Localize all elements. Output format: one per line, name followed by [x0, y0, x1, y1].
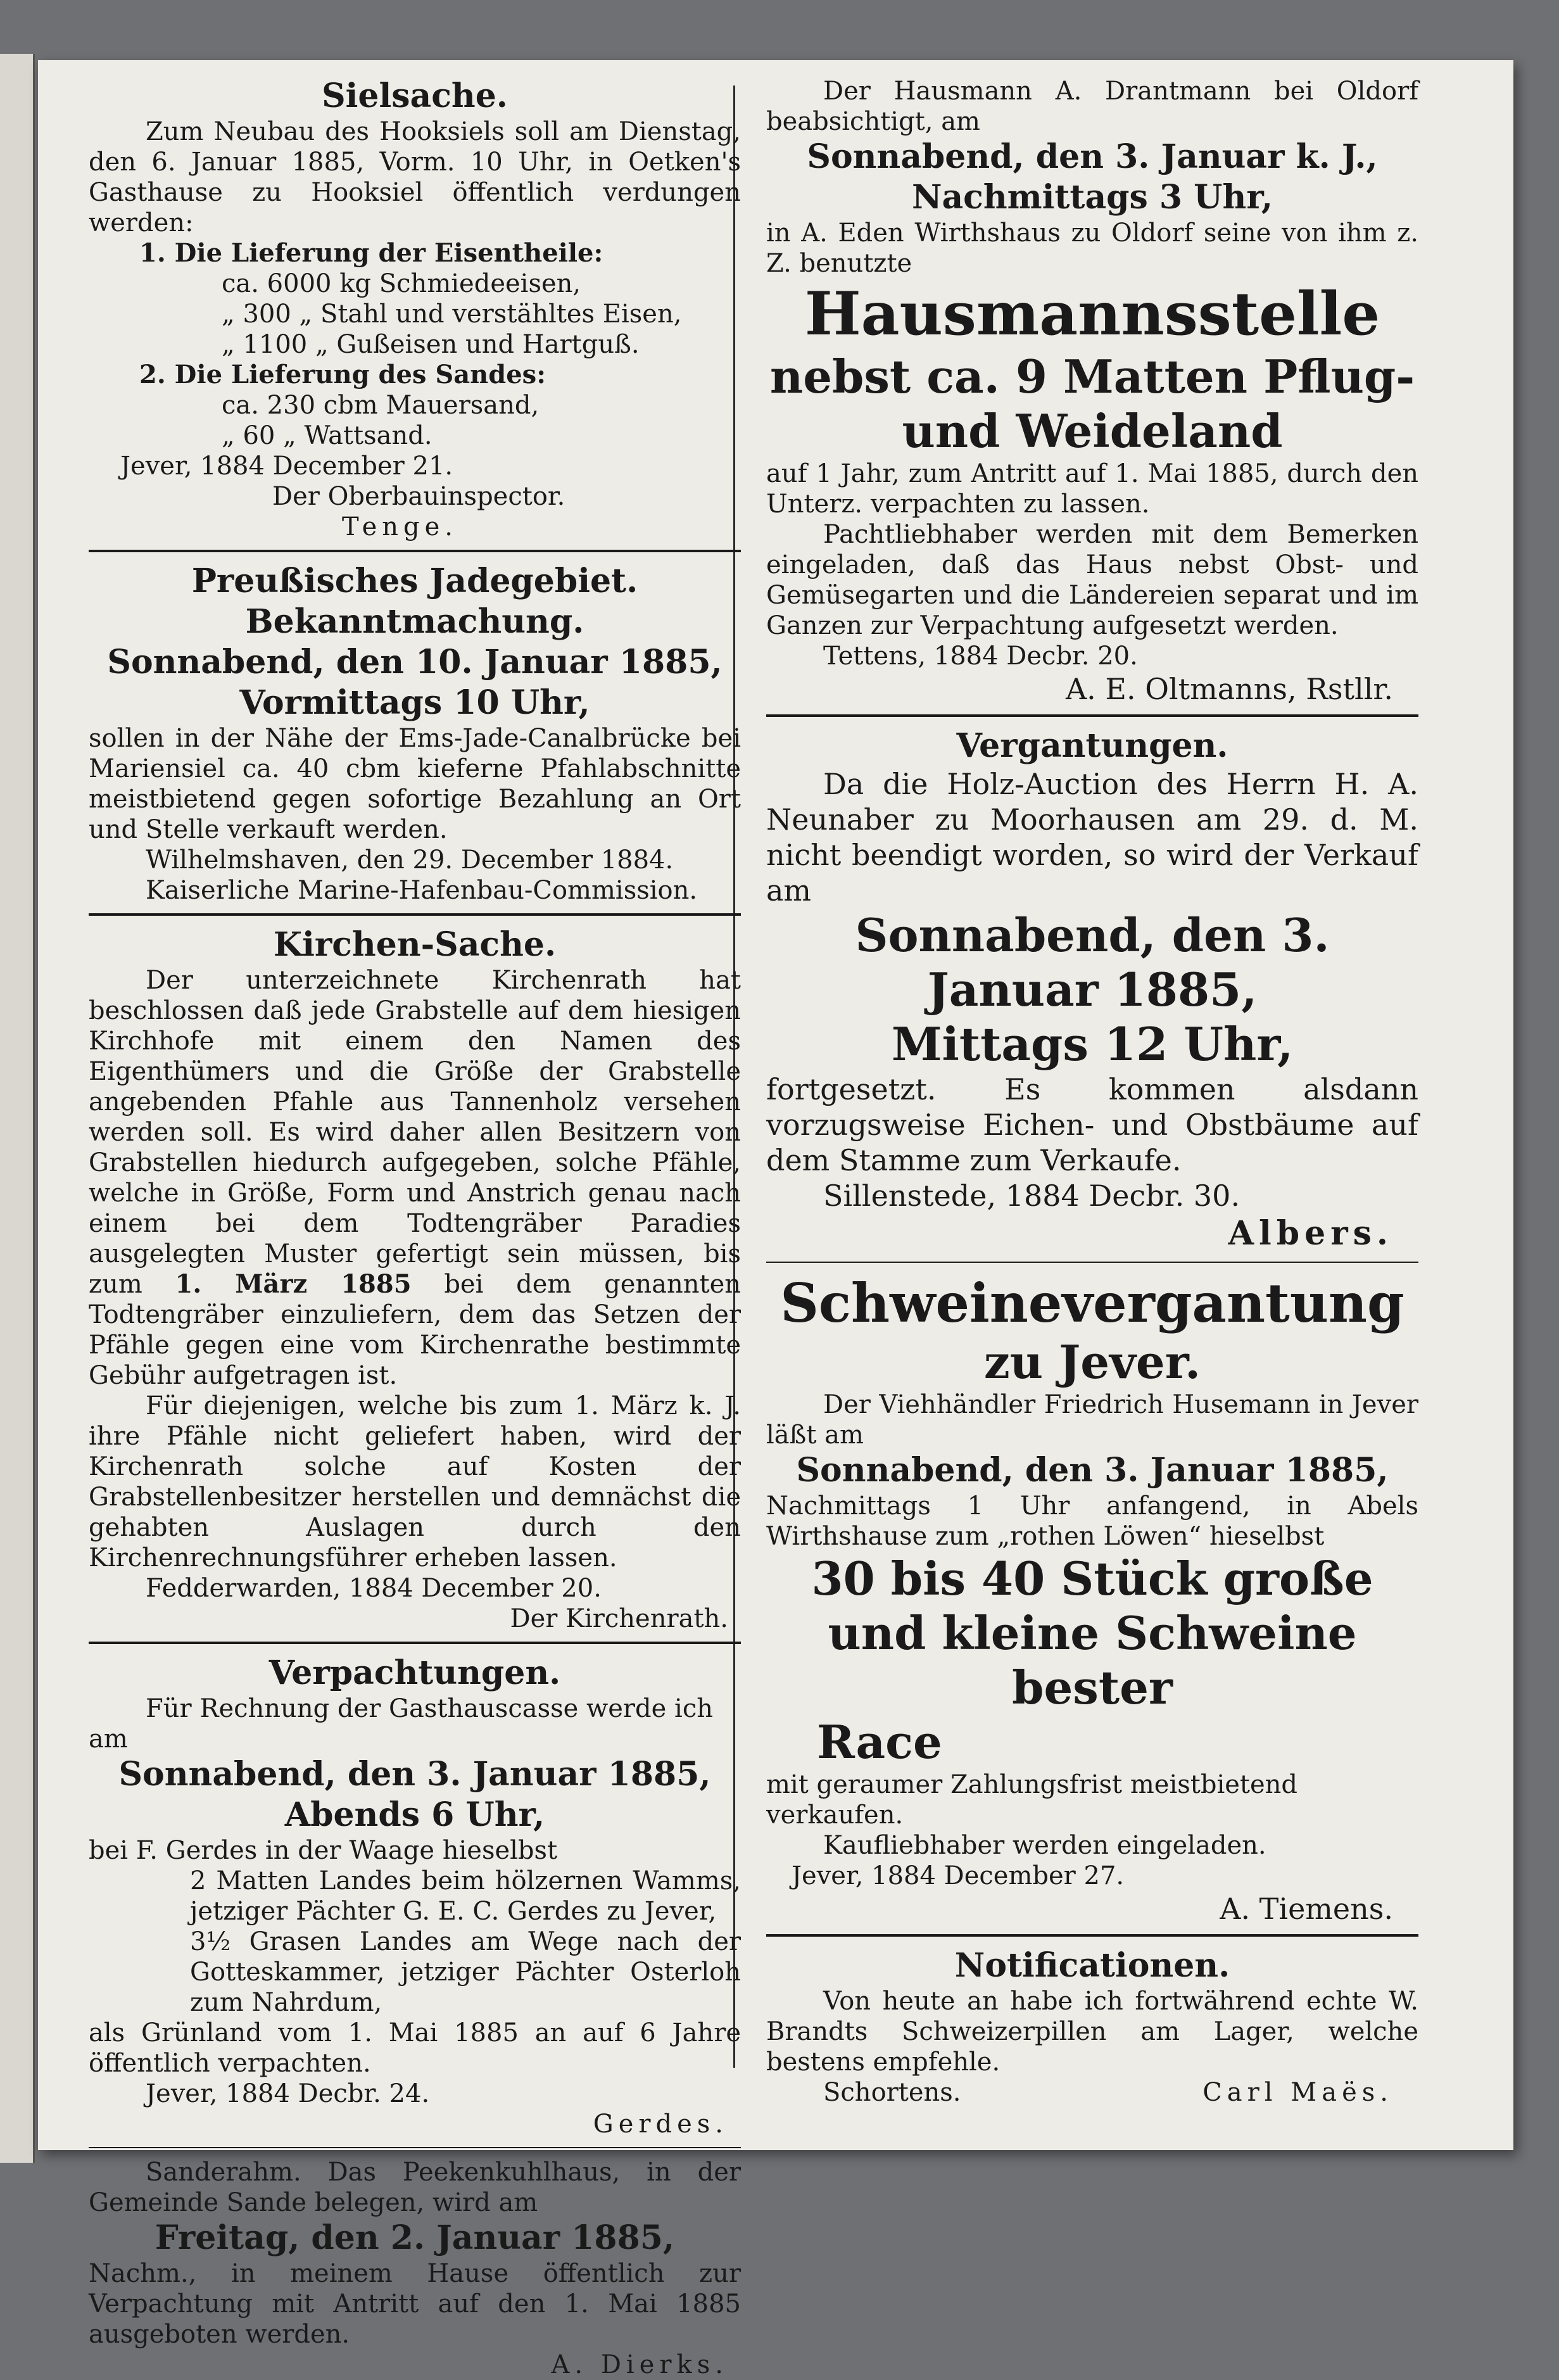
headline: Schweinevergantung: [780, 1272, 1404, 1334]
list-item: ca. 6000 kg Schmiedeeisen,: [222, 269, 581, 298]
section-separator: [766, 714, 1418, 717]
event-place: bei F. Gerdes in der Waage hieselbst: [89, 1836, 558, 1865]
notice-title: Verpachtungen.: [268, 1654, 561, 1692]
headline: und kleine Schweine bester: [828, 1606, 1357, 1714]
signature-office: Der Oberbauinspector.: [272, 482, 565, 511]
notice-title: Kirchen-Sache.: [273, 925, 557, 964]
signature-line: [766, 2077, 1418, 2108]
event-time: Mittags 12 Uhr,: [891, 1017, 1294, 1071]
previous-page-edge: [0, 54, 35, 2163]
section-separator: [89, 550, 741, 552]
headline: 30 bis 40 Stück große: [811, 1552, 1373, 1605]
list-item: „ 300 „ Stahl und verstähltes Eisen,: [222, 300, 682, 329]
notice-notificationen: [766, 1946, 1418, 2108]
notice-sielsache: [89, 76, 741, 542]
notice-intro: Zum Neubau des Hooksiels soll am Dienstag, den 6. Januar 1885, Vorm. 10 Uhr, in Oetken's Gasthause zu Hooksiel öffentlich verdungen werden:: [89, 117, 741, 237]
list-item: „ 1100 „ Gußeisen und Hartguß.: [222, 330, 640, 359]
notice-body: sollen in der Nähe der Ems-Jade-Canalbrücke bei Mariensiel ca. 40 cbm kieferne Pfahlabschnitte meistbietend gegen sofortige Bezahlung an Ort und Stelle verkauft werden.: [89, 724, 741, 844]
notice-body: Kaufliebhaber werden eingeladen.: [823, 1831, 1266, 1860]
list-item: „ 60 „ Wattsand.: [222, 421, 432, 450]
signature: Carl Maës.: [1202, 2078, 1393, 2107]
list-item: 2. Die Lieferung des Sandes:: [139, 360, 546, 389]
headline: Race: [817, 1715, 942, 1769]
event-date: Sonnabend, den 3. Januar 1885,: [118, 1755, 711, 1794]
event-time: Abends 6 Uhr,: [284, 1795, 545, 1834]
place-date: Jever, 1884 December 21.: [120, 452, 453, 481]
place-date: Sillenstede, 1884 Decbr. 30.: [823, 1179, 1240, 1213]
notice-sanderahm: [89, 2157, 741, 2380]
event-date: Freitag, den 2. Januar 1885,: [155, 2219, 675, 2257]
notice-title: Sielsache.: [322, 77, 508, 115]
place-date: Jever, 1884 Decbr. 24.: [146, 2079, 430, 2108]
notice-body: Für diejenigen, welche bis zum 1. März k. J. ihre Pfähle nicht geliefert haben, wird der Kirchenrath solche auf Kosten der Grabstellenbesitzer herstellen und demnächst die gehabten Auslagen durch den Kirchenrechnungsführer erheben lassen.: [89, 1391, 741, 1573]
list-item: 1. Die Lieferung der Eisentheile:: [139, 238, 603, 268]
signature: Der Kirchenrath.: [510, 1604, 728, 1633]
event-place: in A. Eden Wirthshaus zu Oldorf seine von ihm z. Z. benutzte: [766, 218, 1418, 278]
section-separator: [766, 1934, 1418, 1937]
notice-vergantungen: [766, 726, 1418, 1254]
section-separator: [766, 1262, 1418, 1263]
notice-intro: Für Rechnung der Gasthauscasse werde ich am: [89, 1694, 713, 1754]
place-date: Jever, 1884 December 27.: [792, 1861, 1125, 1890]
notice-intro: Der Viehhändler Friedrich Husemann in Jever läßt am: [766, 1390, 1418, 1450]
notice-body: als Grünland vom 1. Mai 1885 an auf 6 Jahre öffentlich verpachten.: [89, 2018, 741, 2078]
notice-title: Preußisches Jadegebiet.: [191, 562, 638, 600]
headline: zu Jever.: [983, 1335, 1201, 1389]
signature: A. E. Oltmanns, Rstllr.: [1065, 672, 1393, 706]
section-separator: [89, 2147, 741, 2148]
notice-title: Vergantungen.: [956, 726, 1228, 765]
signature: Kaiserliche Marine-Hafenbau-Commission.: [146, 876, 698, 905]
notice-body: Da die Holz-Auction des Herrn H. A. Neunaber zu Moorhausen am 29. d. M. nicht beendigt worden, so wird der Verkauf am: [766, 767, 1418, 908]
signature: A. Dierks.: [551, 2350, 728, 2379]
notice-body: mit geraumer Zahlungsfrist meistbietend verkaufen.: [766, 1770, 1298, 1830]
place-date: Fedderwarden, 1884 December 20.: [146, 1574, 602, 1603]
section-separator: [89, 1642, 741, 1644]
notice-body: fortgesetzt. Es kommen alsdann vorzugsweise Eichen- und Obstbäume auf dem Stamme zum Verkaufe.: [766, 1072, 1418, 1177]
left-column: [89, 76, 741, 2380]
signature: Albers.: [1228, 1214, 1393, 1253]
event-time: Vormittags 10 Uhr,: [239, 683, 590, 722]
place-date: Wilhelmshaven, den 29. December 1884.: [146, 845, 674, 875]
notice-body: auf 1 Jahr, zum Antritt auf 1. Mai 1885, durch den Unterz. verpachten zu lassen.: [766, 459, 1418, 519]
notice-body: [89, 965, 741, 1391]
event-date: Sonnabend, den 10. Januar 1885,: [107, 643, 723, 681]
body-text: bei dem genannten Todtengräber einzuliefern, dem das Setzen der Pfähle gegen eine vom Kirchenrathe bestimmte Gebühr aufgetragen ist.: [89, 1270, 742, 1390]
notice-schweine: [766, 1272, 1418, 1927]
headline: nebst ca. 9 Matten Pflug-: [769, 350, 1415, 403]
headline: und Weideland: [902, 404, 1283, 458]
notice-intro: Der Hausmann A. Drantmann bei Oldorf beabsichtigt, am: [766, 77, 1418, 136]
list-item: 3½ Grasen Landes am Wege nach der Gotteskammer, jetziger Pächter Osterloh zum Nahrdum,: [190, 1927, 741, 2017]
event-date: Sonnabend, den 3. Januar 1885,: [855, 908, 1330, 1016]
signature: Gerdes.: [593, 2110, 728, 2139]
notice-title: Notificationen.: [954, 1946, 1230, 1985]
notice-intro: Sanderahm. Das Peekenkuhlhaus, in der Gemeinde Sande belegen, wird am: [89, 2158, 741, 2217]
notice-body: Pachtliebhaber werden mit dem Bemerken eingeladen, daß das Haus nebst Obst- und Gemüsegarten und die Ländereien separat und im Ganzen zur Verpachtung aufgesetzt werden.: [766, 520, 1418, 640]
event-date: Sonnabend, den 3. Januar 1885,: [796, 1451, 1389, 1490]
list-item: ca. 230 cbm Mauersand,: [222, 391, 540, 420]
notice-body: Nachm., in meinem Hause öffentlich zur Verpachtung mit Antritt auf den 1. Mai 1885 ausgeboten werden.: [89, 2259, 741, 2349]
notice-jadegebiet: [89, 561, 741, 906]
event-time: Nachmittags 3 Uhr,: [911, 178, 1273, 217]
list-item: 2 Matten Landes beim hölzernen Wamms, jetziger Pächter G. E. C. Gerdes zu Jever,: [190, 1866, 741, 1926]
headline: Hausmannsstelle: [804, 279, 1380, 349]
notice-verpachtungen: [89, 1653, 741, 2139]
place: Schortens.: [823, 2078, 961, 2107]
notice-subtitle: Bekanntmachung.: [245, 602, 584, 641]
section-separator: [89, 913, 741, 916]
signature: A. Tiemens.: [1220, 1892, 1393, 1926]
event-date: Sonnabend, den 3. Januar k. J.,: [807, 137, 1378, 176]
notice-hausmann: [766, 76, 1418, 707]
right-column: [766, 76, 1418, 2108]
deadline-date: 1. März 1885: [175, 1269, 412, 1299]
notice-kirchen: [89, 925, 741, 1634]
event-time: Nachmittags 1 Uhr anfangend, in Abels Wirthshause zum „rothen Löwen“ hieselbst: [766, 1491, 1418, 1551]
signature: Tenge.: [342, 512, 458, 541]
notice-body: Von heute an habe ich fortwährend echte W. Brandts Schweizerpillen am Lager, welche bestens empfehle.: [766, 1987, 1418, 2077]
place-date: Tettens, 1884 Decbr. 20.: [823, 642, 1138, 671]
body-text: Der unterzeichnete Kirchenrath hat beschlossen daß jede Grabstelle auf dem hiesigen Kirchhofe mit einem den Namen des Eigenthümers und die Größe der Grabstelle angebenden Pfahle aus Tannenholz versehen werden soll. Es wird daher allen Besitzern von Grabstellen hiedurch aufgegeben, solche Pfähle, welche in Größe, Form und Anstrich genau nach einem bei dem Todtengräber Paradies ausgelegten Muster gefertigt sein müssen, bis zum: [89, 966, 741, 1299]
